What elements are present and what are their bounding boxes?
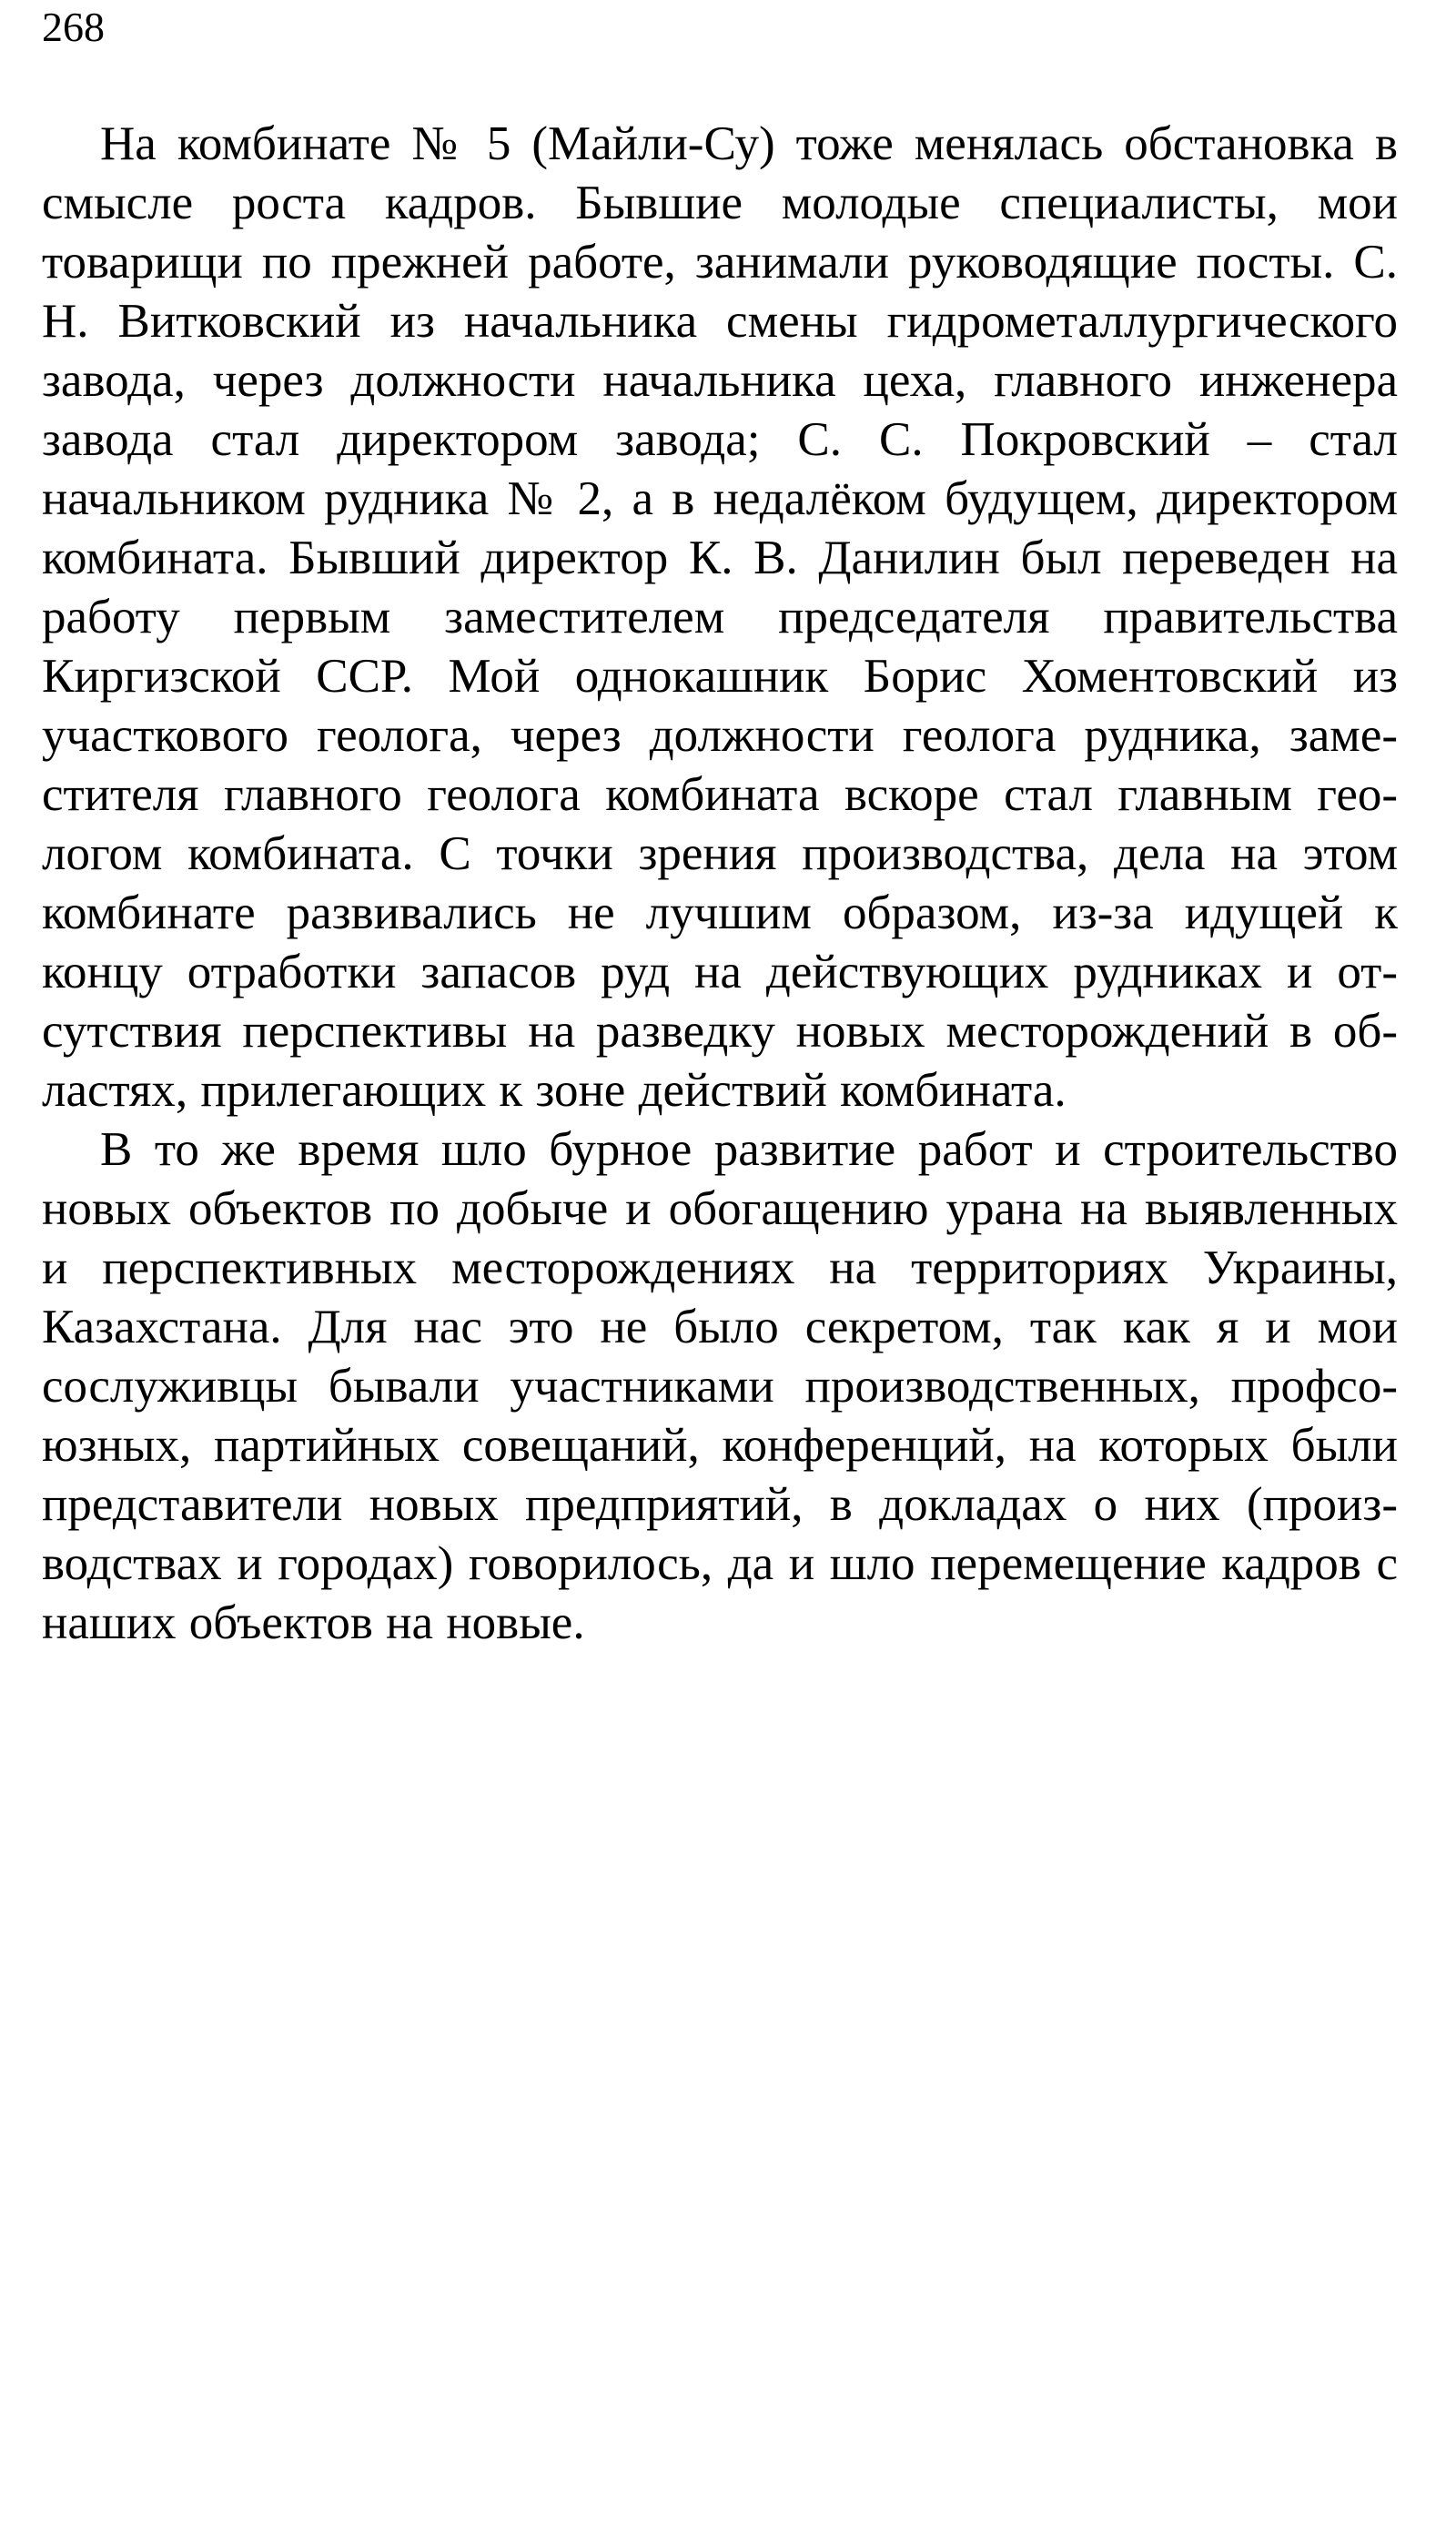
body-text	[42, 115, 1398, 1653]
paragraph-1: На комбинате № 5 (Майли-Су) тоже менялась обстановка в смысле роста кадров. Бывшие молодые специалисты, мои товарищи по прежней работе, занимали руководящие посты. С. Н. Витковский из начальника смены гидрометаллургического завода, через должности начальника цеха, главного инженера завода стал директором завода; С. С. Покровский – стал начальником рудника № 2, а в недалёком будущем, директором комбината. Бывший директор К. В. Данилин был переведен на работу первым заместителем председателя правительства Киргизской ССР. Мой однокашник Борис Хоментовский из участкового геолога, через должности геолога рудника, заместителя главного геолога комбината вскоре стал главным геологом комбината. С точки зрения производства, дела на этом комбинате развивались не лучшим образом, из-за идущей к концу отработки запасов руд на действующих рудниках и отсутствия перспективы на разведку новых месторождений в областях, прилегающих к зоне действий комбината.	[42, 117, 1398, 1117]
page-number: 268	[42, 4, 105, 50]
paragraph-2: В то же время шло бурное развитие работ и строительство новых объектов по добыче и обогащению урана на выявленных и перспективных месторождениях на территориях Украины, Казахстана. Для нас это не было секретом, так как я и мои сослуживцы бывали участниками производственных, профсоюзных, партийных совещаний, конференций, на которых были представители новых предприятий, в докладах о них (производствах и городах) говорилось, да и шло перемещение кадров с наших объектов на новые.	[42, 1123, 1398, 1649]
